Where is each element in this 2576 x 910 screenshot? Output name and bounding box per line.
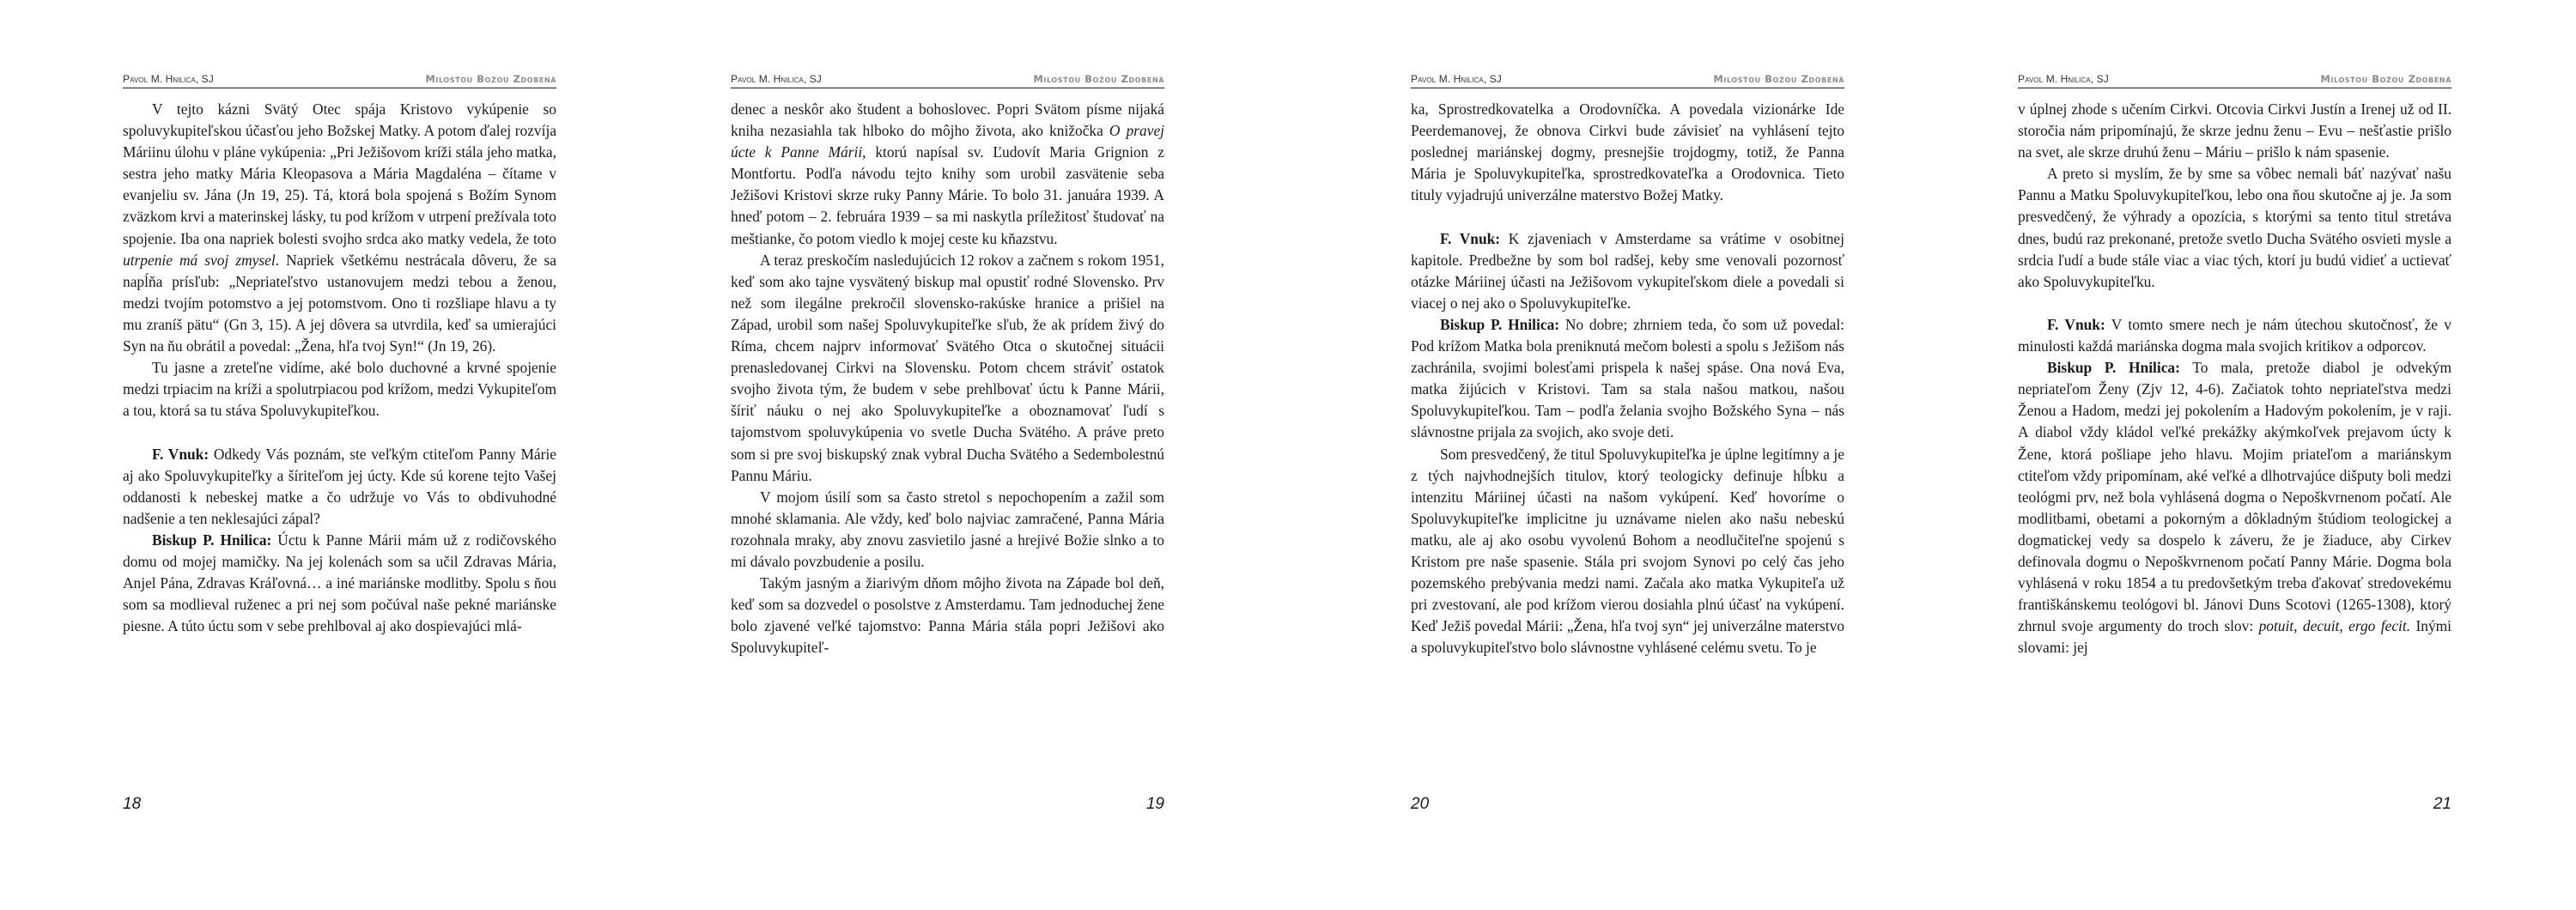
text-run: Odkedy Vás poznám, ste veľkým ctiteľom Panny Márie aj ako Spoluvykupiteľky a šíriteľom jej úcty. Kde sú korene tejto Vašej oddanosti k nebeskej matke a čo udržuje vo Vás to obdivuhodné nadšenie a ten neklesajúci zápal? [123, 445, 556, 527]
italic-text: utrpenie má svoj zmysel [123, 251, 276, 269]
running-header [1411, 69, 1844, 88]
page-body-text [1411, 99, 1844, 658]
text-run: To mala, pretože diabol je odvekým nepriateľom Ženy (Zjv 12, 4-6). Začiatok tohto nepriateľstva medzi Ženou a Hadom, medzi jej pokolením a Hadovým pokolením, je v raji. A diabol vždy kládol veľké prekážky akýmkoľvek prejavom úcty k Žene, ktorá pošliape jeho hlavu. Mojim priateľom a mariánskym ctiteľom vždy pripomínam, aké veľké a dlhotrvajúce dišputy boli medzi teológmi prv, než bola vyhlásená dogma o Nepoškvrnenom počatí. Ale modlitbami, obetami a pokorným a dôkladným štúdiom teologickej a dogmatickej vedy sa dospelo k záveru, že je žiaduce, aby Cirkev definovala dogmu o Nepoškvrnenom počatí Panny Márie. Dogma bola vyhlásená v roku 1854 a tu predovšetkým treba ďakovať stredovekému františkánskemu teológovi bl. Jánovi Duns Scotovi (1265-1308), ktorý zhrnul svoje argumenty do troch slov: [2018, 359, 2451, 635]
paragraph [123, 444, 556, 530]
paragraph [731, 573, 1164, 658]
text-run: K zjaveniach v Amsterdame sa vrátime v osobitnej kapitole. Predbežne by som bol radšej, keby sme venovali pozornosť otázke Máriinej účasti na Ježišovom vykupiteľskom diele a povedali si viacej o nej ako o Spoluvykupiteľke. [1411, 229, 1844, 312]
book-page-21 [2018, 0, 2451, 910]
page-body-text [2018, 99, 2451, 658]
speaker-label: F. Vnuk: [152, 445, 210, 463]
page-body-text [123, 99, 556, 637]
italic-text: potuit, decuit, ergo fecit. [2258, 617, 2411, 635]
header-author: Pavol M. Hnilica, SJ [731, 73, 822, 85]
header-book-title: Milosťou Božou Zdobená [425, 73, 556, 85]
text-run: V tejto kázni Svätý Otec spája Kristovo vykúpenie so spoluvykupiteľskou účasťou jeho Božskej Matky. A potom ďalej rozvíja Máriinu úlohu v pláne vykúpenia: „Pri Ježišovom kríži stála jeho matka, sestra jeho matky Mária Kleopasova a Mária Magdaléna – čítame v evanjeliu sv. Jána (Jn 19, 25). Tá, ktorá bola spojená s Božím Synom zväzkom krvi a materinskej lásky, tu pod krížom v utrpení prežívala toto spojenie. Iba ona napriek bolesti svojho srdca ako matky vedela, že toto [123, 100, 556, 247]
text-run: Úctu k Panne Márii mám už z rodičovského domu od mojej mamičky. Na jej kolenách som sa učil Zdravas Mária, Anjel Pána, Zdravas Kráľovná… a iné mariánske modlitby. Spolu s ňou som sa modlieval ruženec a pri nej som počúval naše pekné mariánske piesne. A túto úctu som v sebe prehlboval aj ako dospievajúci mlá- [123, 531, 556, 635]
paragraph [2018, 314, 2451, 357]
text-run: ka, Sprostredkovatelka a Orodovníčka. A povedala vizionárke Ide Peerdemanovej, že obnova Cirkvi bude závisieť na vyhlásení tejto poslednej mariánskej dogmy, presnejšie trojdogmy, totiž, že Panna Mária je Spoluvykupiteľka, sprostredkovateľka a Orodovnica. Tieto tituly vyjadrujú univerzálne materstvo Božej Matky. [1411, 100, 1844, 204]
running-header [2018, 69, 2451, 88]
italic-text: O pravej úcte k Panne Márii [731, 122, 1164, 161]
text-run: A preto si myslím, že by sme sa vôbec nemali báť nazývať našu Pannu a Matku Spoluvykupiteľkou, lebo ona ňou skutočne aj je. Ja som presvedčený, že výhrady a opozícia, s ktorými sa tento titul stretáva dnes, budú raz prekonané, pretože svetlo Ducha Svätého osvieti mysle a srdcia ľudí a bude stále viac a viac tých, ktorí ju budú vidieť a uctievať ako Spoluvykupiteľku. [2018, 165, 2451, 290]
paragraph [1411, 228, 1844, 314]
text-run: A teraz preskočím nasledujúcich 12 rokov a začnem s rokom 1951, keď som ako tajne vysvätený biskup mal opustiť rodné Slovensko. Prv než som ilegálne prekročil slovensko-rakúske hranice a prišiel na Západ, urobil som našej Spoluvykupiteľke sľub, že ak prídem živý do Ríma, chcem najprv informovať Svätého Otca o skutočnej situácii prenasledovanej Cirkvi na Slovensku. Potom chcem stráviť ostatok svojho života tým, že budem v sebe prehlbovať úctu k Panne Márii, šíriť náuku o nej ako Spoluvykupiteľke a oboznamovať ľudí s tajomstvom spoluvykúpenia vo svetle Ducha Svätého. A práve preto som si pre svoj biskupský znak vybral Ducha Svätého a Sedembolestnú Pannu Máriu. [731, 251, 1164, 484]
text-run: , ktorú napísal sv. Ľudovít Maria Grignion z Montfortu. Podľa návodu tejto knihy som urobil zasvätenie seba Ježišovi Kristovi skrze ruky Panny Márie. To bolo 31. januára 1939. A hneď potom – 2. februára 1939 – sa mi naskytla príležitosť študovať na meštianke, čo potom viedlo k mojej ceste ku kňazstvu. [731, 143, 1164, 247]
paragraph [2018, 99, 2451, 163]
text-run: Inými slovami: jej [2018, 617, 2452, 657]
text-run: Tu jasne a zreteľne vidíme, aké bolo duchovné a krvné spojenie medzi trpiacim na kríži a spolutrpiacou pod krížom, medzi Vykupiteľom a tou, ktorá sa tu stáva Spoluvykupiteľkou. [123, 359, 556, 420]
page-number: 20 [1411, 795, 1430, 813]
paragraph [731, 487, 1164, 573]
header-book-title: Milosťou Božou Zdobená [2320, 73, 2451, 85]
speaker-label: F. Vnuk: [1440, 229, 1501, 247]
speaker-label: Biskup P. Hnilica: [1440, 315, 1560, 333]
page-number: 21 [2433, 795, 2451, 813]
paragraph [731, 99, 1164, 250]
page-number: 19 [1145, 795, 1164, 813]
paragraph [123, 530, 556, 637]
paragraph [1411, 314, 1844, 444]
book-page-19 [731, 0, 1164, 910]
text-run: denec a neskôr ako študent a bohoslovec. Popri Svätom písme nijaká kniha nezasiahla tak hlboko do môjho života, ako knižočka [731, 100, 1164, 140]
speaker-label: F. Vnuk: [2047, 315, 2105, 333]
running-header [123, 69, 556, 88]
text-run: Takým jasným a žiarivým dňom môjho života na Západe bol deň, keď som sa dozvedel o posolstve z Amsterdamu. Tam jednoduchej žene bolo zjavené veľké tajomstvo: Panna Mária stála popri Ježišovi ako Spoluvykupiteľ- [731, 574, 1164, 657]
text-run: No dobre; zhrniem teda, čo som už povedal: Pod krížom Matka bola preniknutá mečom bolesti a spolu s Ježišom nás zachránila, svojimi bolesťami prispela k našej spáse. Ona nová Eva, matka žijúcich v Kristovi. Tam sa stala našou matkou, našou Spoluvykupiteľkou. Tam – podľa želania svojho Božského Syna – nás slávnostne prijala za svojich, ako svoje deti. [1411, 315, 1844, 441]
text-run: . Napriek všetkému nestrácala dôveru, že sa napĺňa prísľub: „Nepriateľstvo ustanovujem medzi tebou a ženou, medzi tvojím potomstvo a jej potomstvom. Ono ti rozšliape hlavu a ty mu zraníš pätu“ (Gn 3, 15). A jej dôvera sa utvrdila, keď sa umierajúci Syn na ňu obrátil a povedal: „Žena, hľa tvoj Syn!“ (Jn 19, 26). [123, 251, 556, 355]
text-run: V mojom úsilí som sa často stretol s nepochopením a zažil som mnohé sklamania. Ale vždy, keď bolo najviac zamračené, Panna Mária rozohnala mraky, aby znovu zasvietilo jasné a hrejivé Božie slnko a to mi dávalo povzbudenie a posilu. [731, 488, 1164, 570]
paragraph [1411, 99, 1844, 206]
header-book-title: Milosťou Božou Zdobená [1033, 73, 1164, 85]
paragraph [731, 250, 1164, 487]
paragraph [2018, 357, 2451, 658]
paragraph [123, 357, 556, 422]
text-run: v úplnej zhode s učením Cirkvi. Otcovia Cirkvi Justín a Irenej už od II. storočia nám pripomínajú, že skrze jednu ženu – Evu – nešťastie prišlo na svet, ale skrze druhú ženu – Máriu – prišlo k nám spasenie. [2018, 100, 2451, 161]
speaker-label: Biskup P. Hnilica: [2047, 359, 2180, 377]
header-author: Pavol M. Hnilica, SJ [1411, 73, 1502, 85]
speaker-label: Biskup P. Hnilica: [152, 531, 272, 549]
paragraph [123, 99, 556, 357]
paragraph [1411, 444, 1844, 659]
page-body-text [731, 99, 1164, 658]
header-author: Pavol M. Hnilica, SJ [123, 73, 214, 85]
header-author: Pavol M. Hnilica, SJ [2018, 73, 2109, 85]
running-header [731, 69, 1164, 88]
book-page-20 [1411, 0, 1844, 910]
text-run: V tomto smere nech je nám útechou skutočnosť, že v minulosti každá mariánska dogma mala svojich kritikov a odporcov. [2018, 315, 2451, 355]
paragraph [2018, 163, 2451, 293]
book-page-18 [123, 0, 556, 910]
text-run: Som presvedčený, že titul Spoluvykupiteľka je úplne legitímny a je z tých najvhodnejších titulov, ktorý teologicky definuje hĺbku a intenzitu Máriinej účasti na našom vykúpení. Keď hovoríme o Spoluvykupiteľke implicitne ju uznávame nielen ako našu nebeskú matku, ale aj ako osobu vyvolenú Bohom a neodlučiteľne spojenú s Kristom pre naše spasenie. Stála pri svojom Synovi po celý čas jeho pozemského prebývania medzi nami. Začala ako matka Vykupiteľa už pri zvestovaní, ale pod krížom vierou dosiahla plnú účasť na vykúpení. Keď Ježiš povedal Márii: „Žena, hľa tvoj syn“ jej univerzálne materstvo a spoluvykupiteľstvo bolo slávnostne vyhlásené celému svetu. To je [1411, 445, 1844, 657]
header-book-title: Milosťou Božou Zdobená [1713, 73, 1844, 85]
page-number: 18 [123, 795, 142, 813]
